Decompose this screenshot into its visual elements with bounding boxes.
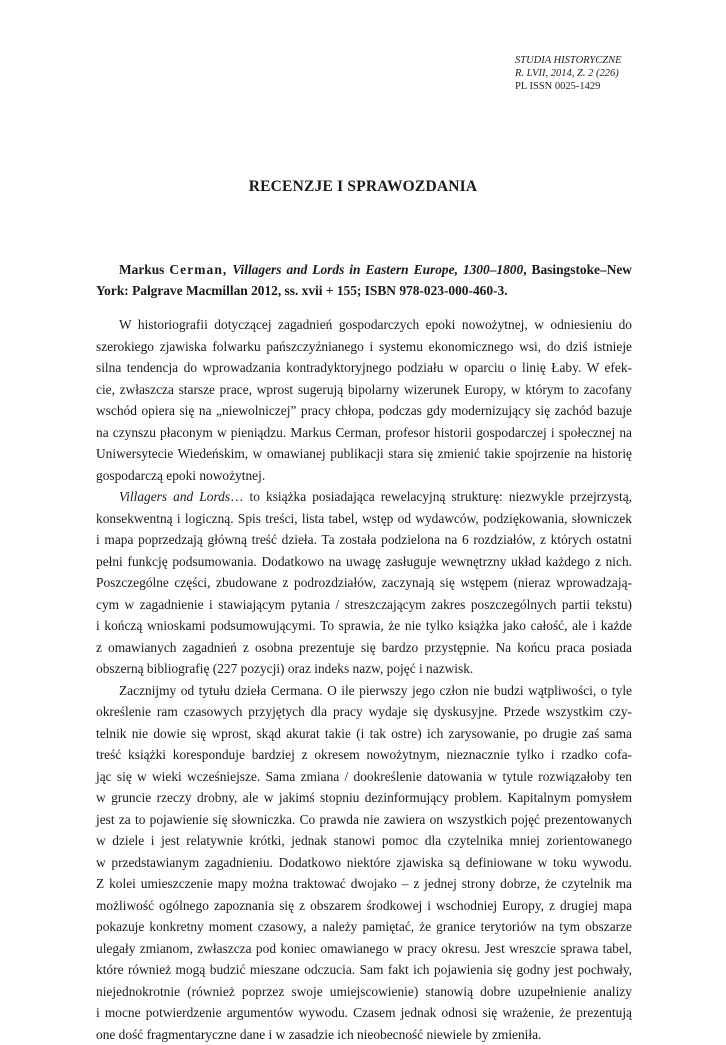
text-line: pełni funkcję podsumowania. Dodatkowo na uwagę zasługuje wewnętrzny układ każdego z nich. <box>96 551 632 573</box>
book-title: Villagers and Lords in Eastern Europe, 1300–1800 <box>232 262 523 277</box>
text-line: wschód opiera się na „niewolniczej” pracy chłopa, podczas gdy modernizujący się zachód bazuje <box>96 400 632 422</box>
text-line: treść książki koresponduje bardziej z okresem nowożytnym, nieznacznie tylko i rzadko cofa- <box>96 744 632 766</box>
text-line: Villagers and Lords… to książka posiadająca rewelacyjną strukturę: niezwykle przejrzystą, <box>96 486 632 508</box>
text-line: niejednokrotnie (również poprzez swoje umiejscowienie) stanowią dobre uzupełnienie analizy <box>96 981 632 1003</box>
review-heading <box>96 259 632 301</box>
text-line: i mocne potwierdzenie argumentów wywodu. Czasem jednak odnosi się wrażenie, że prezentują <box>96 1002 632 1024</box>
text-line: ulegały zmianom, zwłaszcza pod koniec omawianego w pracy okresu. Jest wreszcie sprawa tabel, <box>96 938 632 960</box>
journal-header <box>515 54 705 93</box>
text-line: na czynszu płaconym w pieniądzu. Markus Cerman, profesor historii gospodarczej i społecznej na <box>96 422 632 444</box>
text-line: jest za to pojawienie się słowniczka. Co prawda nie zawiera on wszystkich pojęć prezentowanych <box>96 809 632 831</box>
text-line: one dość fragmentaryczne dane i w zasadzie ich nieobecność niewiele by zmieniła. <box>96 1024 632 1045</box>
text-line: jąc się w wieki wcześniejsze. Sama zmiana / dookreślenie datowania w tytule rozwiązałoby ten <box>96 766 632 788</box>
text-line: pokazuje konkretny moment czasowy, a należy pamiętać, że granice terytoriów na tym obszarze <box>96 916 632 938</box>
journal-name: STUDIA HISTORYCZNE <box>515 54 705 67</box>
review-body <box>96 314 632 1045</box>
text-line: silna tendencja do wprowadzania kontradyktoryjnego podziału w oparciu o linię Łaby. W efek- <box>96 357 632 379</box>
publication-info-2: York: Palgrave Macmillan 2012, ss. xvii + 155; ISBN 978-023-000-460-3. <box>96 283 508 298</box>
section-title: RECENZJE I SPRAWOZDANIA <box>0 178 726 196</box>
volume-info: R. LVII, 2014, Z. 2 (226) <box>515 67 705 80</box>
text-line: określenie ram czasowych przyjętych dla pracy wydaje się dyskusyjne. Przede wszystkim czy- <box>96 701 632 723</box>
text-line: gospodarczą epoki nowożytnej. <box>96 465 632 487</box>
publication-info-1: , Basingstoke–New <box>523 262 632 277</box>
text-line: Uniwersytecie Wiedeńskim, w omawianej publikacji stara się zmienić takie spojrzenie na historię <box>96 443 632 465</box>
author-first-name: Markus <box>119 262 164 277</box>
text-line: możliwość ogólnego zapoznania się z obszarem środkowej i wschodniej Europy, z drugiej mapa <box>96 895 632 917</box>
text-line: cie, zwłaszcza starsze prace, wprost sugerują bipolarny wizerunek Europy, w którym to zacofany <box>96 379 632 401</box>
issn: PL ISSN 0025-1429 <box>515 80 705 93</box>
text-line: w przedstawianym zagadnieniu. Dodatkowo niektóre zjawiska są definiowane w toku wywodu. <box>96 852 632 874</box>
text-line: i kończą wnioskami podsumowującymi. To sprawia, że nie tylko książka jako całość, ale i każde <box>96 615 632 637</box>
text-line: Z kolei umieszczenie mapy można traktować dwojako – z jednej strony dobrze, że czytelnik ma <box>96 873 632 895</box>
paragraph <box>96 680 632 1045</box>
text-line: cym w zagadnienie i stawiającym pytania / streszczającym zakres poszczególnych partii tekstu) <box>96 594 632 616</box>
text-line: które również mogą budzić mieszane odczucia. Sam fakt ich pojawienia się godny jest pochwały, <box>96 959 632 981</box>
text-line: i mapa poprzedzają główną treść dzieła. Ta została podzielona na 6 rozdziałów, z których ostatni <box>96 529 632 551</box>
text-line: W historiografii dotyczącej zagadnień gospodarczych epoki nowożytnej, w odniesieniu do <box>96 314 632 336</box>
paragraph <box>96 486 632 680</box>
text-line: w gruncie rzeczy drobny, ale w jakimś stopniu dezinformujący problem. Kapitalnym pomysłem <box>96 787 632 809</box>
text-line: Zacznijmy od tytułu dzieła Cermana. O ile pierwszy jego człon nie budzi wątpliwości, o tyle <box>96 680 632 702</box>
author-surname: Cerman, <box>169 262 227 277</box>
italic-title: Villagers and Lords <box>119 489 230 504</box>
text-line: telnik nie dowie się wprost, skąd akurat takie (i tak ostre) ich zarysowanie, po drugie zaś sama <box>96 723 632 745</box>
text-line: z omawianych zagadnień z osobna prezentuje się bardzo przystępnie. Na końcu praca posiada <box>96 637 632 659</box>
text-line: w dziele i jest relatywnie krótki, jednak stanowi pomoc dla czytelnika mniej zorientowanego <box>96 830 632 852</box>
text-line: obszerną bibliografię (227 pozycji) oraz indeks nazw, pojęć i nazwisk. <box>96 658 632 680</box>
text-line: konsekwentną i logiczną. Spis treści, lista tabel, wstęp od wydawców, podziękowania, słowniczek <box>96 508 632 530</box>
text-line: szerokiego zjawiska folwarku pańszczyźnianego i systemu ekonomicznego wsi, do dziś istnieje <box>96 336 632 358</box>
text-line: Poszczególne części, zbudowane z podrozdziałów, zaczynają się wstępem (nieraz wprowadzają- <box>96 572 632 594</box>
paragraph <box>96 314 632 486</box>
